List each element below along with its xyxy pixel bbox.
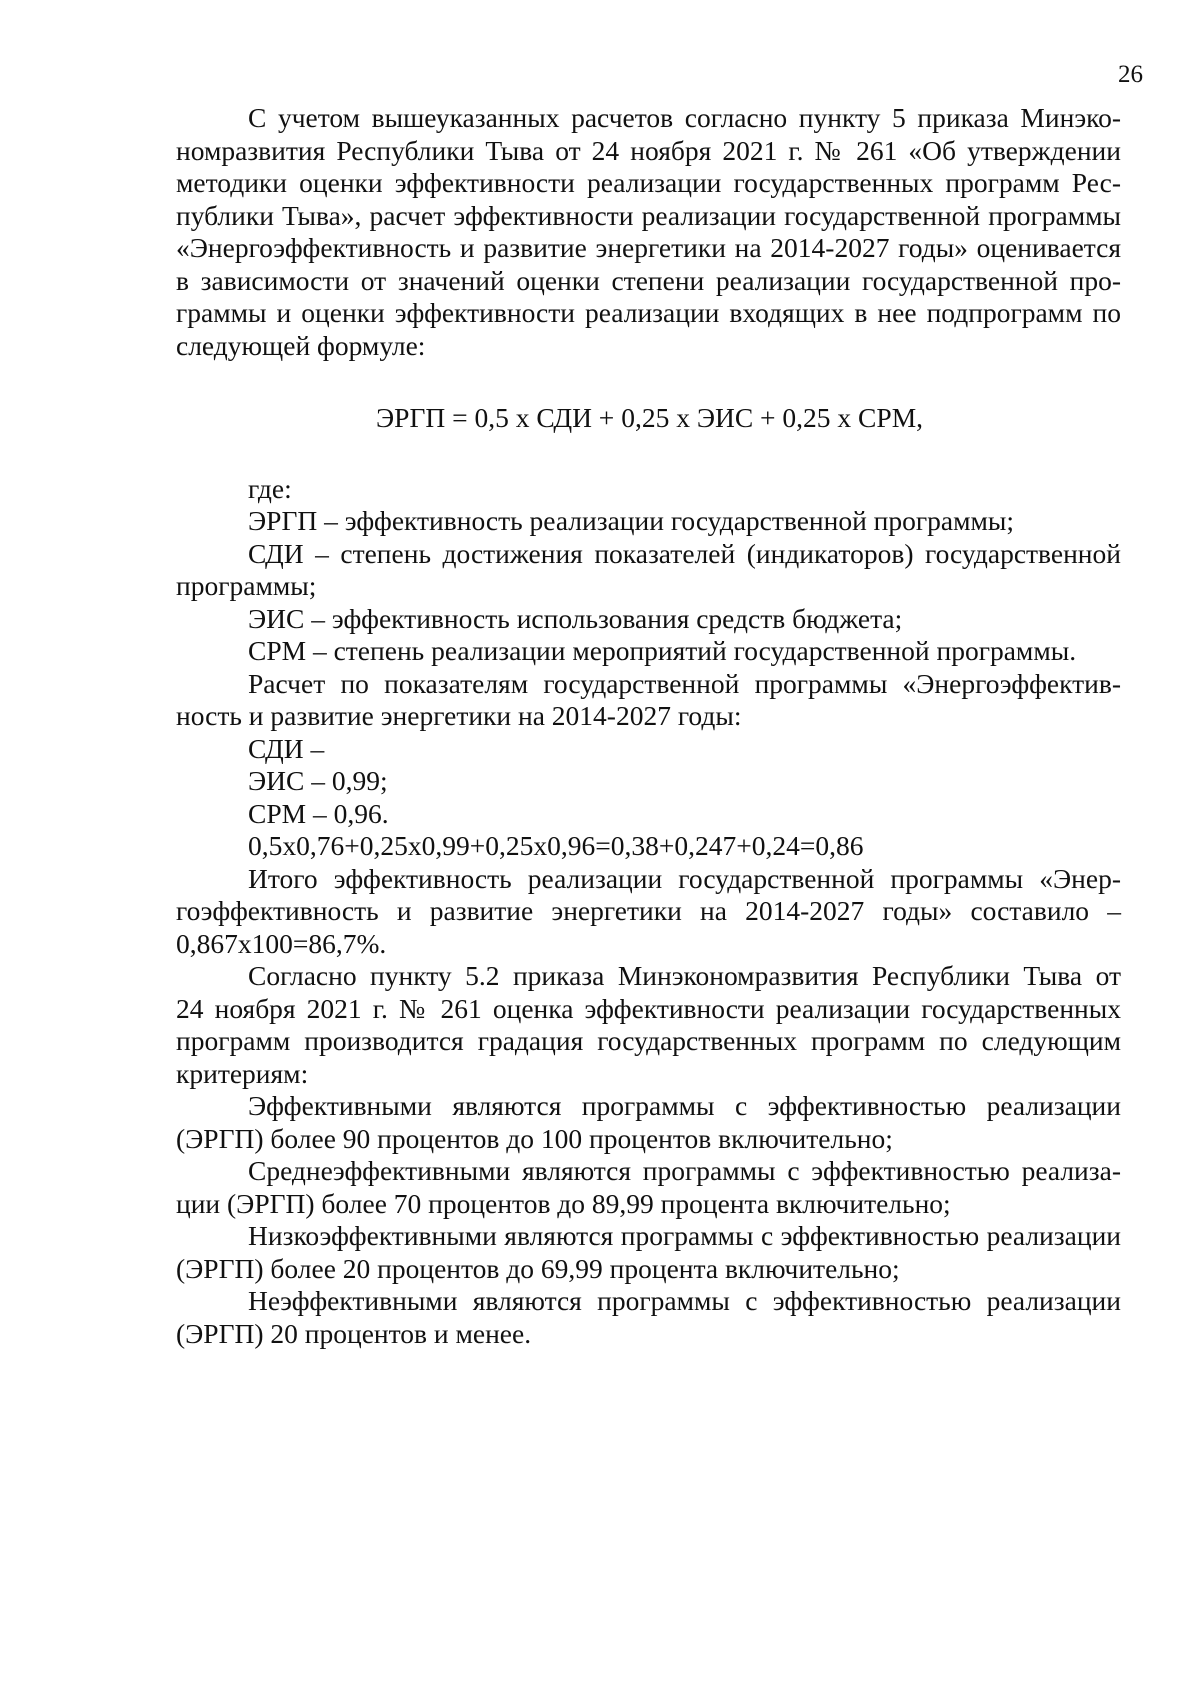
intro-line: в зависимости от значений оценки степени реализации государственной про- (176, 264, 1121, 296)
where-label: где: (248, 472, 292, 504)
calculation: 0,5х0,76+0,25х0,99+0,25х0,96=0,38+0,247+0,24=0,86 (248, 830, 864, 861)
criterion-ineffective-cont: (ЭРГП) 20 процентов и менее. (176, 1317, 532, 1349)
definition-sdi: СДИ – степень достижения показателей (индикаторов) государственной (248, 537, 1121, 569)
definition-sdi-cont: программы; (176, 570, 317, 601)
calc-intro-line: Расчет по показателям государственной программы «Энергоэффектив- (248, 667, 1121, 699)
criterion-low-cont: (ЭРГП) более 20 процентов до 69,99 процента включительно; (176, 1252, 900, 1284)
calc-intro-line: ность и развитие энергетики на 2014-2027 годы: (176, 700, 742, 731)
value-srm: СРМ – 0,96. (248, 797, 389, 829)
intro-line: «Энергоэффективность и развитие энергетики на 2014-2027 годы» оценивается (176, 232, 1121, 263)
intro-line: публики Тыва», расчет эффективности реализации государственной программы (176, 199, 1121, 231)
intro-line: методики оценки эффективности реализации государственных программ Рес- (176, 167, 1121, 198)
intro-line: номразвития Республики Тыва от 24 ноября 2021 г. № 261 «Об утверждении (176, 134, 1121, 166)
definition-eis: ЭИС – эффективность использования средств бюджета; (248, 602, 903, 634)
document-body (176, 102, 1121, 1350)
definition-srm: СРМ – степень реализации мероприятий государственной программы. (248, 635, 1077, 666)
criterion-low: Низкоэффективными являются программы с эффективностью реализации (248, 1220, 1121, 1251)
criterion-medium-cont: ции (ЭРГП) более 70 процентов до 89,99 процента включительно; (176, 1187, 951, 1219)
total-line: 0,867х100=86,7%. (176, 927, 387, 959)
grading-intro-line: программ производится градация государственных программ по следующим (176, 1025, 1121, 1056)
intro-paragraph (176, 102, 1121, 362)
intro-line: граммы и оценки эффективности реализации входящих в нее подпрограмм по (176, 297, 1121, 328)
criterion-ineffective: Неэффективными являются программы с эффективностью реализации (248, 1285, 1121, 1316)
grading-intro-line: критериям: (176, 1057, 309, 1089)
value-sdi: СДИ – (248, 732, 325, 764)
page-number: 26 (1118, 61, 1143, 88)
total-line: гоэффективность и развитие энергетики на 2014-2027 годы» составило – (176, 895, 1121, 926)
criterion-medium: Среднеэффективными являются программы с эффективностью реализа- (248, 1155, 1121, 1186)
definition-ergp: ЭРГП – эффективность реализации государственной программы; (248, 505, 1015, 536)
total-line: Итого эффективность реализации государственной программы «Энер- (248, 862, 1121, 894)
criterion-effective-cont: (ЭРГП) более 90 процентов до 100 процентов включительно; (176, 1122, 893, 1154)
grading-intro-line: 24 ноября 2021 г. № 261 оценка эффективности реализации государственных (176, 992, 1121, 1024)
value-eis: ЭИС – 0,99; (248, 765, 388, 796)
intro-line: следующей формуле: (176, 329, 426, 361)
grading-intro-line: Согласно пункту 5.2 приказа Минэкономразвития Республики Тыва от (248, 960, 1121, 991)
formula: ЭРГП = 0,5 х СДИ + 0,25 х ЭИС + 0,25 х СРМ, (376, 402, 924, 433)
intro-line: С учетом вышеуказанных расчетов согласно пункту 5 приказа Минэко- (248, 102, 1121, 133)
criterion-effective: Эффективными являются программы с эффективностью реализации (248, 1090, 1121, 1121)
